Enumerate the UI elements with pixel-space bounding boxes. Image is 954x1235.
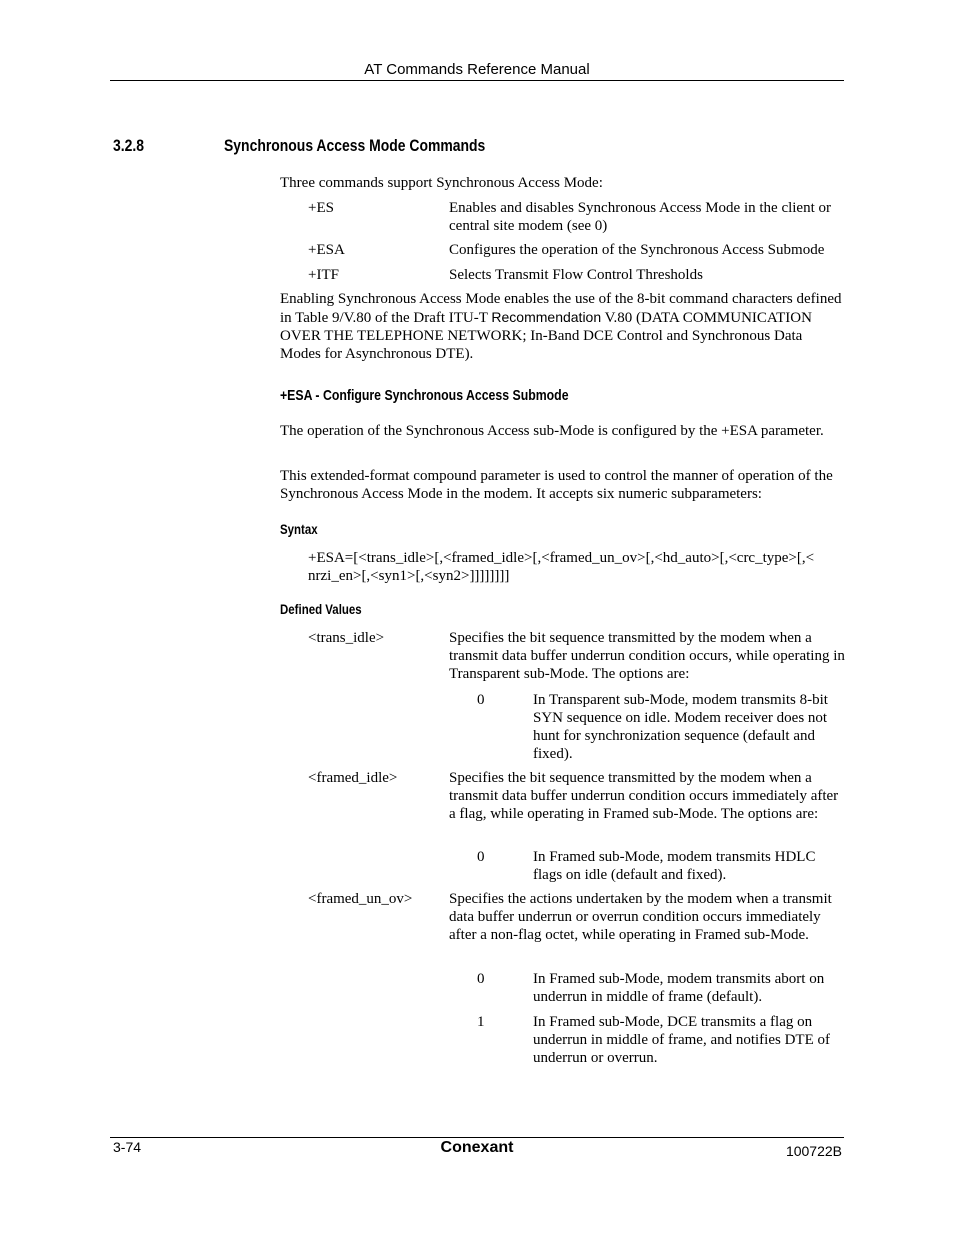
option-description: In Transparent sub-Mode, modem transmits 8-bit SYN sequence on idle. Modem receiver does not hunt for synchronization sequence (default and fixed). <box>533 692 828 762</box>
option-number: 1 <box>477 1014 485 1030</box>
esa-heading: +ESA - Configure Synchronous Access Submode <box>280 387 569 404</box>
enabling-text-2: Recommendation <box>491 309 602 325</box>
esa-paragraph-1: The operation of the Synchronous Access sub-Mode is configured by the +ESA parameter. <box>280 423 824 439</box>
syntax-line: +ESA=[<trans_idle>[,<framed_idle>[,<framed_un_ov>[,<hd_auto>[,<crc_type>[,< nrzi_en>[,<syn1>[,<syn2>]]]]]]]] <box>308 550 815 584</box>
footer-company: Conexant <box>440 1139 514 1156</box>
value-term-framed-idle: <framed_idle> <box>308 770 398 786</box>
command-desc-esa: Configures the operation of the Synchronous Access Submode <box>449 242 825 258</box>
defined-values-heading: Defined Values <box>280 601 362 617</box>
command-term-itf: +ITF <box>308 267 339 283</box>
command-term-es: +ES <box>308 200 334 216</box>
esa-paragraph-2: This extended-format compound parameter is used to control the manner of operation of the Synchronous Access Mode in the modem. It accepts six numeric subparameters: <box>280 468 833 502</box>
enabling-text-3: V.80 (DATA COMMUNICATION OVER THE TELEPHONE NETWORK; In-Band DCE Control and Synchronous Data Modes for Asynchronous DTE). <box>280 310 812 362</box>
header-rule <box>110 80 844 81</box>
option-number: 0 <box>477 971 485 987</box>
value-desc-framed-idle: Specifies the bit sequence transmitted by the modem when a transmit data buffer underrun condition occurs immediately after a flag, while operating in Framed sub-Mode. The options are: <box>449 770 839 822</box>
footer-rule <box>110 1137 844 1138</box>
option-number: 0 <box>477 692 485 708</box>
option-number: 0 <box>477 849 485 865</box>
value-desc-trans-idle: Specifies the bit sequence transmitted by the modem when a transmit data buffer underrun condition occurs, while operating in Transparent sub-Mode. The options are: <box>449 630 845 682</box>
running-header: AT Commands Reference Manual <box>364 61 590 78</box>
document-number: 100722B <box>785 1143 842 1159</box>
value-term-framed-un-ov: <framed_un_ov> <box>308 891 413 907</box>
command-term-esa: +ESA <box>308 242 345 258</box>
intro-paragraph: Three commands support Synchronous Access Mode: <box>280 175 603 191</box>
enabling-paragraph <box>280 290 846 363</box>
section-title: Synchronous Access Mode Commands <box>224 136 486 155</box>
enabling-text-1: Enabling Synchronous Access Mode enables the use of the 8-bit command characters defined in Table 9/V.80 of the Draft ITU-T <box>280 291 842 326</box>
value-term-trans-idle: <trans_idle> <box>308 630 385 646</box>
command-desc-itf: Selects Transmit Flow Control Thresholds <box>449 267 703 283</box>
value-desc-framed-un-ov: Specifies the actions undertaken by the modem when a transmit data buffer underrun or overrun condition occurs immediately after a non-flag octet, while operating in Framed sub-Mode. <box>449 891 832 943</box>
page-number: 3-74 <box>113 1139 142 1155</box>
option-description: In Framed sub-Mode, modem transmits abort on underrun in middle of frame (default). <box>533 971 825 1005</box>
section-number: 3.2.8 <box>113 136 145 155</box>
option-description: In Framed sub-Mode, modem transmits HDLC flags on idle (default and fixed). <box>533 849 816 883</box>
option-description: In Framed sub-Mode, DCE transmits a flag on underrun in middle of frame, and notifies DTE of underrun or overrun. <box>533 1014 830 1066</box>
syntax-heading: Syntax <box>280 521 318 537</box>
command-desc-es: Enables and disables Synchronous Access Mode in the client or central site modem (see 0) <box>449 200 832 234</box>
